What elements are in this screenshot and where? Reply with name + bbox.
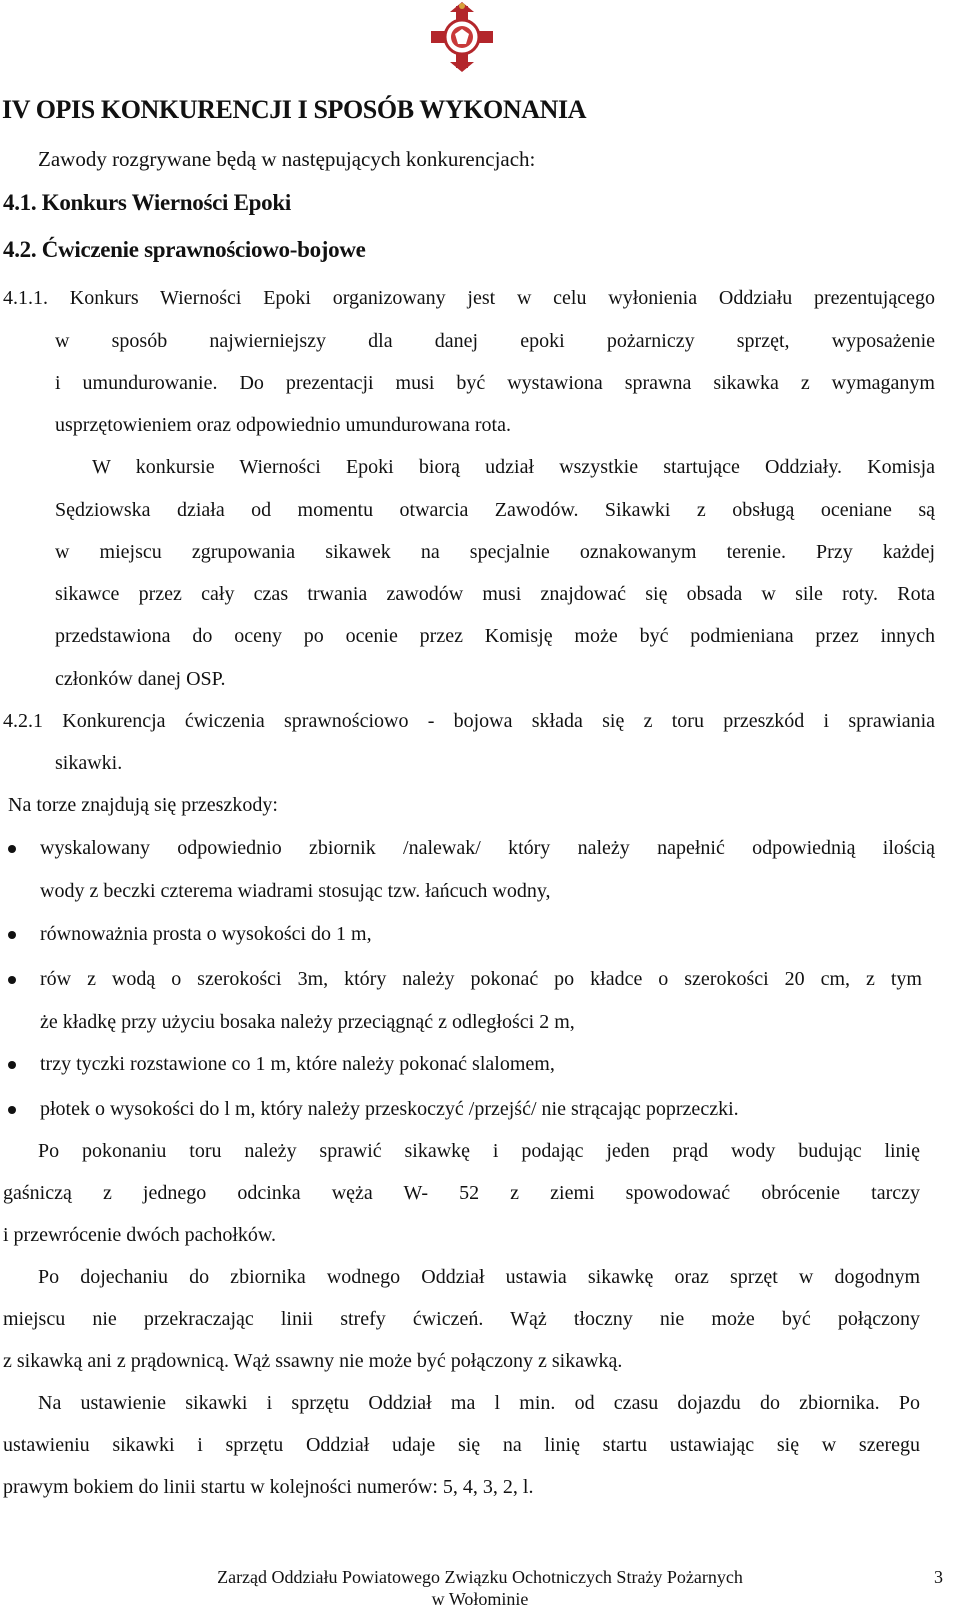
paragraph-line: W konkursie Wierności Epoki biorą udział wszystkie startujące Oddziały. Komisja	[92, 456, 935, 478]
paragraph-line: i przewrócenie dwóch pachołków.	[3, 1224, 277, 1246]
paragraph-line: sikawce przez cały czas trwania zawodów musi znajdować się obsada w sile roty. Rota	[55, 583, 935, 605]
bullet-icon	[8, 1061, 16, 1069]
paragraph-line: z sikawką ani z prądownicą. Wąż ssawny nie może być połączony z sikawką.	[3, 1350, 623, 1372]
bullet-icon	[8, 976, 16, 984]
paragraph-line: 4.2.1 Konkurencja ćwiczenia sprawnościowo - bojowa składa się z toru przeszkód i sprawiania	[3, 710, 935, 732]
paragraph-line: członków danej OSP.	[55, 668, 226, 690]
bullet-icon	[8, 1106, 16, 1114]
paragraph-line: 4.1.1. Konkurs Wierności Epoki organizowany jest w celu wyłonienia Oddziału prezentującego	[3, 287, 935, 309]
paragraph-line: w sposób najwierniejszy dla danej epoki pożarniczy sprzęt, wyposażenie	[55, 330, 935, 352]
paragraph-line: prawym bokiem do linii startu w kolejności numerów: 5, 4, 3, 2, l.	[3, 1476, 534, 1498]
paragraph-line: usprzętowieniem oraz odpowiednio umundurowana rota.	[55, 414, 511, 436]
paragraph-line: i umundurowanie. Do prezentacji musi być wystawiona sprawna sikawka z wymaganym	[55, 372, 935, 394]
paragraph-line: Po dojechaniu do zbiornika wodnego Oddział ustawia sikawkę oraz sprzęt w dogodnym	[38, 1266, 920, 1288]
footer-line: Zarząd Oddziału Powiatowego Związku Ochotniczych Straży Pożarnych	[217, 1567, 743, 1587]
fire-brigade-emblem	[430, 0, 494, 74]
paragraph-line: przedstawiona do oceny po ocenie przez Komisję może być podmieniana przez innych	[55, 625, 935, 647]
list-item-continuation: wody z beczki czterema wiadrami stosując tzw. łańcuch wodny,	[40, 880, 551, 902]
paragraph-line: miejscu nie przekraczając linii strefy ćwiczeń. Wąż tłoczny nie może być połączony	[3, 1308, 920, 1330]
page-number: 3	[934, 1567, 943, 1587]
paragraph-line: ustawieniu sikawki i sprzętu Oddział udaje się na linię startu ustawiając się w szeregu	[3, 1434, 920, 1456]
paragraph-line: Na ustawienie sikawki i sprzętu Oddział ma l min. od czasu dojazdu do zbiornika. Po	[38, 1392, 920, 1414]
page-title: IV OPIS KONKURENCJI I SPOSÓB WYKONANIA	[2, 95, 587, 124]
obstacles-intro: Na torze znajdują się przeszkody:	[8, 794, 278, 816]
list-item: płotek o wysokości do l m, który należy przeskoczyć /przejść/ nie strącając poprzeczki.	[40, 1098, 739, 1120]
bullet-icon	[8, 931, 16, 939]
paragraph-line: Sędziowska działa od momentu otwarcia Zawodów. Sikawki z obsługą oceniane są	[55, 499, 935, 521]
paragraph-line: Po pokonaniu toru należy sprawić sikawkę i podając jeden prąd wody budując linię	[38, 1140, 920, 1162]
list-item: wyskalowany odpowiednio zbiornik /nalewak/ który należy napełnić odpowiednią ilością	[40, 837, 935, 859]
section-heading-4-1: 4.1. Konkurs Wierności Epoki	[3, 190, 291, 215]
intro-text: Zawody rozgrywane będą w następujących konkurencjach:	[38, 147, 536, 171]
list-item-continuation: że kładkę przy użyciu bosaka należy przeciągnąć z odległości 2 m,	[40, 1011, 575, 1033]
bullet-icon	[8, 845, 16, 853]
list-item: trzy tyczki rozstawione co 1 m, które należy pokonać slalomem,	[40, 1053, 555, 1075]
paragraph-line: sikawki.	[55, 752, 123, 774]
paragraph-line: gaśniczą z jednego odcinka węża W- 52 z ziemi spowodować obrócenie tarczy	[3, 1182, 920, 1204]
list-item: rów z wodą o szerokości 3m, który należy pokonać po kładce o szerokości 20 cm, z tym	[40, 968, 922, 990]
section-heading-4-2: 4.2. Ćwiczenie sprawnościowo-bojowe	[3, 237, 366, 262]
footer-line: w Wołominie	[431, 1589, 529, 1609]
paragraph-line: w miejscu zgrupowania sikawek na specjalnie oznakowanym terenie. Przy każdej	[55, 541, 935, 563]
list-item: równoważnia prosta o wysokości do 1 m,	[40, 923, 372, 945]
